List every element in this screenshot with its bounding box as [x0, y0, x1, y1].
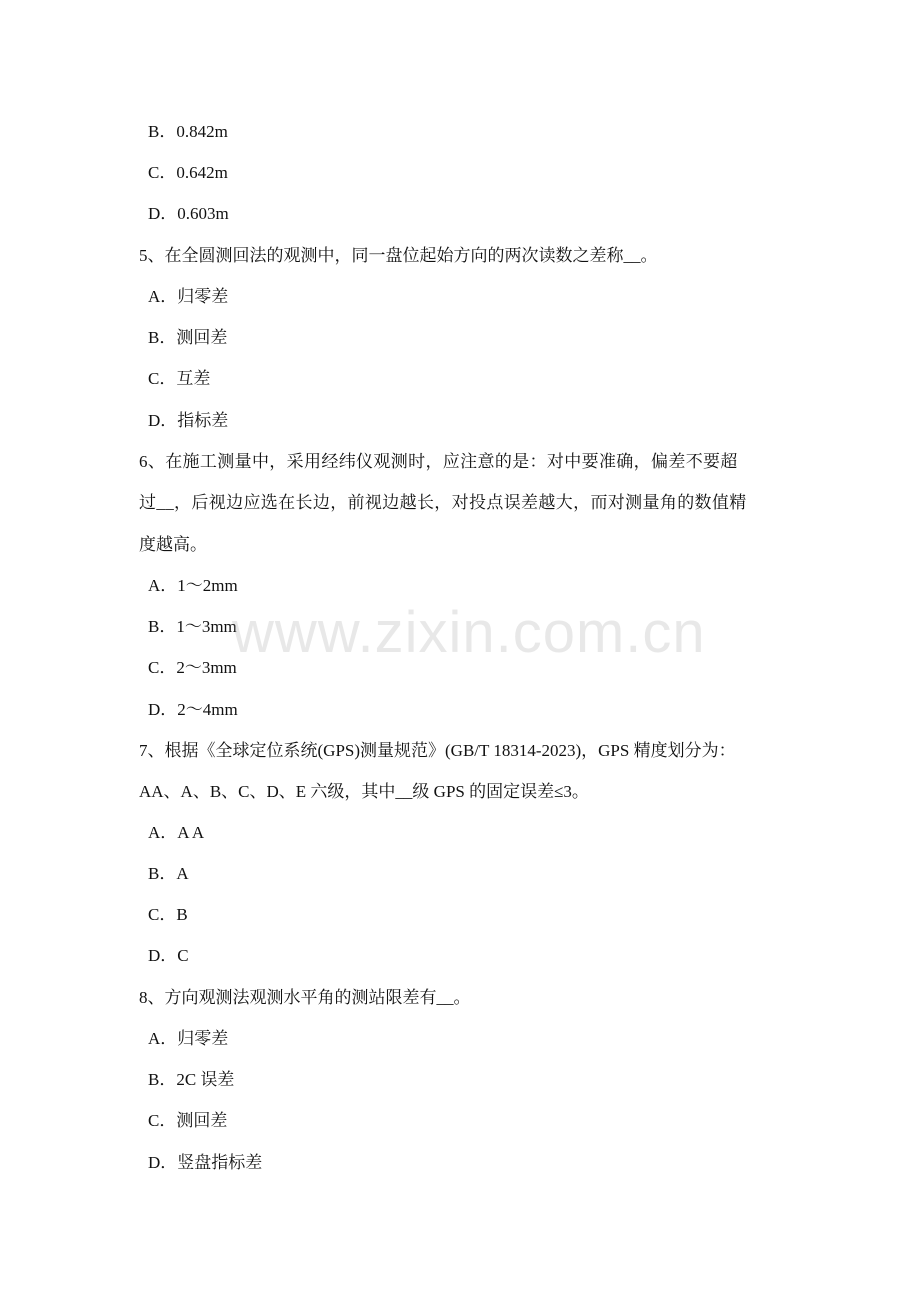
q7-stem-line2: AA、A、B、C、D、E 六级，其中__级 GPS 的固定误差≤3。	[139, 782, 589, 801]
q5-stem: 5、在全圆测回法的观测中，同一盘位起始方向的两次读数之差称__。	[139, 246, 658, 265]
q5-option-b: B．测回差	[148, 328, 228, 347]
q8-stem: 8、方向观测法观测水平角的测站限差有__。	[139, 988, 471, 1007]
q6-option-c: C．2～3mm	[148, 658, 237, 677]
q4-option-d: D．0.603m	[148, 204, 229, 223]
q5-option-d: D．指标差	[148, 411, 229, 430]
q6-stem-line2: 过__，后视边应选在长边，前视边越长，对投点误差越大，而对测量角的数值精	[139, 493, 747, 512]
q8-option-b: B．2C 误差	[148, 1070, 235, 1089]
q7-option-d: D．C	[148, 946, 189, 965]
q8-option-c: C．测回差	[148, 1111, 228, 1130]
q5-option-c: C．互差	[148, 369, 211, 388]
q6-stem-line3: 度越高。	[139, 535, 207, 554]
q4-option-c: C．0.642m	[148, 163, 228, 182]
q5-option-a: A．归零差	[148, 287, 229, 306]
q6-stem-line1: 6、在施工测量中，采用经纬仪观测时，应注意的是：对中要准确，偏差不要超	[139, 452, 738, 471]
q6-option-d: D．2～4mm	[148, 700, 238, 719]
q6-option-b: B．1～3mm	[148, 617, 237, 636]
q7-option-c: C．B	[148, 905, 188, 924]
q7-option-b: B．A	[148, 864, 189, 883]
q7-stem-line1: 7、根据《全球定位系统(GPS)测量规范》(GB/T 18314-2023)，GPS 精度划分为：	[139, 741, 736, 760]
q6-option-a: A．1～2mm	[148, 576, 238, 595]
q8-option-d: D．竖盘指标差	[148, 1153, 263, 1172]
q7-option-a: A．A A	[148, 823, 205, 842]
watermark: www.zixin.com.cn	[232, 600, 706, 665]
q8-option-a: A．归零差	[148, 1029, 229, 1048]
q4-option-b: B．0.842m	[148, 122, 228, 141]
